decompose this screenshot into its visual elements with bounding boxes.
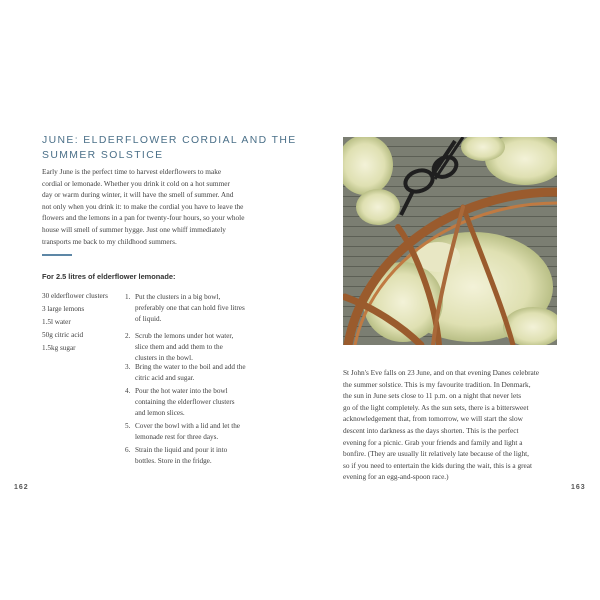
step-line: bottles. Store in the fridge. bbox=[135, 457, 212, 466]
elderflower-photo bbox=[343, 137, 557, 345]
body-line: the sun in June sets close to 11 p.m. on a night that never lets bbox=[343, 391, 522, 401]
step-line: Pour the hot water into the bowl bbox=[135, 387, 228, 395]
chapter-title bbox=[42, 133, 297, 163]
step-number: 5. bbox=[125, 422, 131, 430]
step-number: 4. bbox=[125, 387, 131, 395]
body-line: evening for an egg-and-spoon race.) bbox=[343, 472, 449, 482]
step-line: citric acid and sugar. bbox=[135, 374, 195, 383]
body-line: the summer solstice. This is my favourite tradition. In Denmark, bbox=[343, 379, 531, 389]
step-line: lemonade rest for three days. bbox=[135, 433, 219, 442]
step-text bbox=[135, 386, 275, 420]
ingredient-item: 3 large lemons bbox=[42, 305, 85, 313]
intro-line: day or warm during winter, it will have the smell of summer. And bbox=[42, 190, 234, 200]
intro-line: cordial or lemonade. Whether you drink it cold on a hot summer bbox=[42, 178, 230, 188]
step-number: 3. bbox=[125, 363, 131, 371]
photo-illustration bbox=[343, 137, 557, 345]
intro-paragraph bbox=[42, 166, 274, 247]
solstice-paragraph bbox=[343, 367, 565, 483]
intro-line: transports me back to my childhood summers. bbox=[42, 236, 177, 246]
page-number: 162 bbox=[14, 484, 29, 491]
body-line: acknowledgement that, from tomorrow, we will start the slow bbox=[343, 414, 523, 424]
step-line: and lemon slices. bbox=[135, 409, 185, 418]
step-line: Put the clusters in a big bowl, bbox=[135, 293, 221, 301]
body-line: go of the light completely. As the sun sets, there is a bittersweet bbox=[343, 402, 529, 412]
step-line: slice them and add them to the bbox=[135, 343, 223, 352]
right-page bbox=[300, 0, 600, 600]
body-line: St John's Eve falls on 23 June, and on that evening Danes celebrate bbox=[343, 368, 540, 377]
intro-line: flowers and the lemons in a pan for twenty-four hours, so your whole bbox=[42, 213, 245, 223]
intro-line: Early June is the perfect time to harvest elderflowers to make bbox=[42, 167, 222, 176]
body-line: descent into darkness as the days shorten. This is the perfect bbox=[343, 425, 519, 435]
chapter-title-line: SUMMER SOLSTICE bbox=[42, 150, 164, 161]
ingredient-item: 1.5l water bbox=[42, 318, 71, 326]
page-number: 163 bbox=[571, 484, 586, 491]
body-line: bonfire. (They are usually lit relatively late because of the light, bbox=[343, 449, 529, 459]
step-line: of liquid. bbox=[135, 315, 162, 324]
step-number: 6. bbox=[125, 446, 131, 454]
body-line: so if you need to entertain the kids during the wait, this is a great bbox=[343, 460, 533, 470]
step-line: containing the elderflower clusters bbox=[135, 398, 235, 407]
ingredient-item: 30 elderflower clusters bbox=[42, 292, 108, 300]
step-text bbox=[135, 362, 275, 384]
step-number: 2. bbox=[125, 332, 131, 340]
step-line: Scrub the lemons under hot water, bbox=[135, 332, 234, 340]
step-text bbox=[135, 331, 275, 365]
chapter-title-line: JUNE: ELDERFLOWER CORDIAL AND THE bbox=[42, 135, 297, 146]
step-number: 1. bbox=[125, 293, 131, 301]
section-divider bbox=[42, 254, 72, 256]
step-text bbox=[135, 445, 275, 467]
step-line: Strain the liquid and pour it into bbox=[135, 446, 228, 454]
recipe-heading: For 2.5 litres of elderflower lemonade: bbox=[42, 272, 176, 281]
step-line: clusters in the bowl. bbox=[135, 354, 193, 363]
step-text bbox=[135, 292, 275, 326]
step-line: preferably one that can hold five litres bbox=[135, 304, 245, 313]
intro-line: house will smell of summer hygge. Just one whiff immediately bbox=[42, 224, 226, 234]
ingredient-item: 1.5kg sugar bbox=[42, 344, 76, 352]
step-line: Bring the water to the boil and add the bbox=[135, 363, 246, 371]
ingredient-item: 50g citric acid bbox=[42, 331, 84, 339]
step-text bbox=[135, 421, 275, 443]
intro-line: not only when you drink it: to make the cordial you have to leave the bbox=[42, 201, 244, 211]
body-line: evening for a picnic. Grab your friends and family and light a bbox=[343, 437, 523, 447]
step-line: Cover the bowl with a lid and let the bbox=[135, 422, 240, 430]
